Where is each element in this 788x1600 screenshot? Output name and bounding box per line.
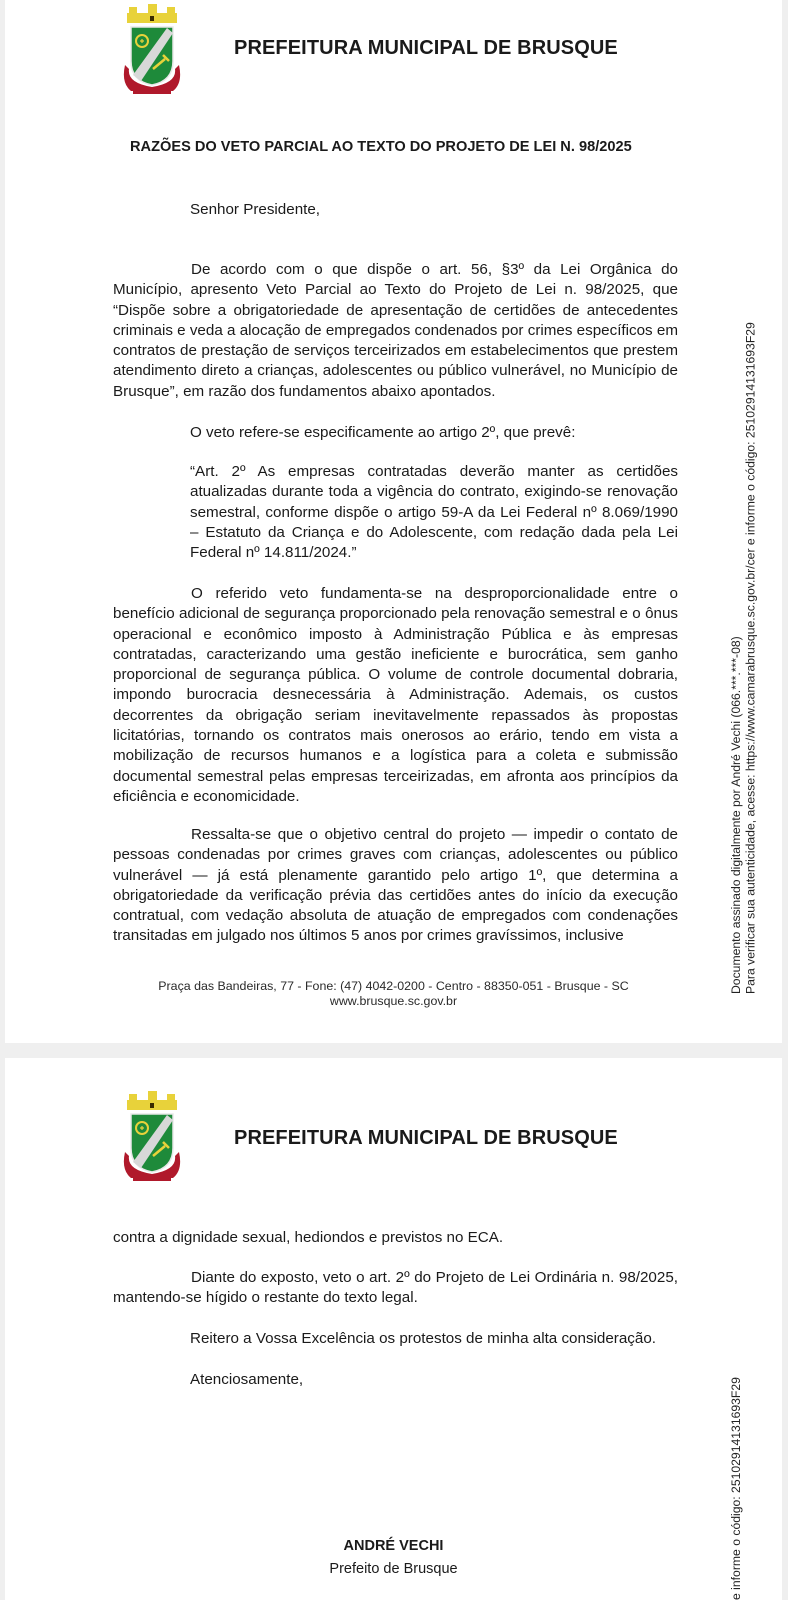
- coat-of-arms-icon: [117, 1090, 187, 1185]
- paragraph-justification: O referido veto fundamenta-se na desproporcionalidade entre o benefício adicional de segurança proporcionado pela renovação semestral e o ônus operacional e econômico imposto à Administração Pública e às empresas contratadas, caracterizando uma gestão ineficiente e burocrática, sem ganho proporcional de segurança pública. O volume de controle documental dobraria, impondo burocracia desnecessária à Administração. Ademais, os custos decorrentes da obrigação seriam inevitavelmente repassados às propostas licitatórias, tornando os contratos mais onerosos ao erário, tendo em vista a mobilização de recursos humanos e a logística para a coleta e submissão documental semestral pelas empresas terceirizadas, em afronta aos princípios da eficiência e economicidade.: [113, 585, 678, 805]
- stamp-verify-link[interactable]: Para verificar sua autenticidade, acesse: https://www.camarabrusque.sc.gov.br/cer e informe o código: 2510291413169​3F29: [743, 322, 758, 994]
- paragraph-veto-reference: O veto refere-se especificamente ao artigo 2º, que prevê:: [190, 424, 576, 441]
- footer-address: Praça das Bandeiras, 77 - Fone: (47) 4042-0200 - Centro - 88350-051 - Brusque - SC: [158, 979, 629, 993]
- digital-signature-stamp: [729, 62, 758, 994]
- salutation: Senhor Presidente,: [190, 201, 321, 218]
- signer-role: Prefeito de Brusque: [329, 1561, 458, 1577]
- stamp-verify-code: e informe o código: 25102914131693F29: [729, 1377, 743, 1600]
- org-title: PREFEITURA MUNICIPAL DE BRUSQUE: [234, 37, 618, 59]
- stamp-signed-by: Documento assinado digitalmente por André Vechi (066.***.***-08): [729, 636, 743, 994]
- paragraph-conclusion: Diante do exposto, veto o art. 2º do Projeto de Lei Ordinária n. 98/2025, mantendo-se hígido o restante do texto legal.: [113, 1269, 678, 1307]
- paragraph-intro: De acordo com o que dispõe o art. 56, §3º da Lei Orgânica do Município, apresento Veto Parcial ao Texto do Projeto de Lei n. 98/2025, que “Dispõe sobre a obrigatoriedade de apresentação de certidões de antecedentes criminais e veda a alocação de empregados condenados por crimes específicos em contratos de prestação de serviços terceirizados em estabelecimentos que prestem atendimento direto a crianças, adolescentes ou público vulnerável, no Município de Brusque”, em razão dos fundamentos abaixo apontados.: [113, 261, 678, 400]
- coat-of-arms-icon: [117, 3, 187, 98]
- org-title-page-2: PREFEITURA MUNICIPAL DE BRUSQUE: [234, 1127, 618, 1149]
- signer-name: ANDRÉ VECHI: [343, 1538, 444, 1554]
- digital-signature-stamp-page-2: [729, 1372, 744, 1600]
- quoted-article: “Art. 2º As empresas contratadas deverão manter as certidões atualizadas durante toda a vigência do contrato, exigindo-se renovação semestral, conforme dispõe o artigo 59-A da Lei Federal nº 8.069/1990 – Estatuto da Criança e do Adolescente, com redação dada pela Lei Federal nº 14.811/2024.”: [190, 463, 678, 562]
- document-heading: RAZÕES DO VETO PARCIAL AO TEXTO DO PROJETO DE LEI N. 98/2025: [130, 139, 632, 155]
- paragraph-closing: Reitero a Vossa Excelência os protestos de minha alta consideração.: [190, 1330, 657, 1347]
- footer-website-link[interactable]: www.brusque.sc.gov.br: [329, 994, 458, 1008]
- paragraph-objective: Ressalta-se que o objetivo central do projeto — impedir o contato de pessoas condenadas por crimes graves com crianças, adolescentes ou público vulnerável — já está plenamente garantido pelo artigo 1º, que determina a obrigatoriedade da verificação prévia das certidões antes do início da execução contratual, com vedação absoluta de atuação de empregados com condenações transitadas em julgado nos últimos 5 anos por crimes gravíssimos, inclusive: [113, 826, 678, 945]
- valediction: Atenciosamente,: [190, 1371, 304, 1388]
- paragraph-continuation: contra a dignidade sexual, hediondos e previstos no ECA.: [113, 1229, 504, 1246]
